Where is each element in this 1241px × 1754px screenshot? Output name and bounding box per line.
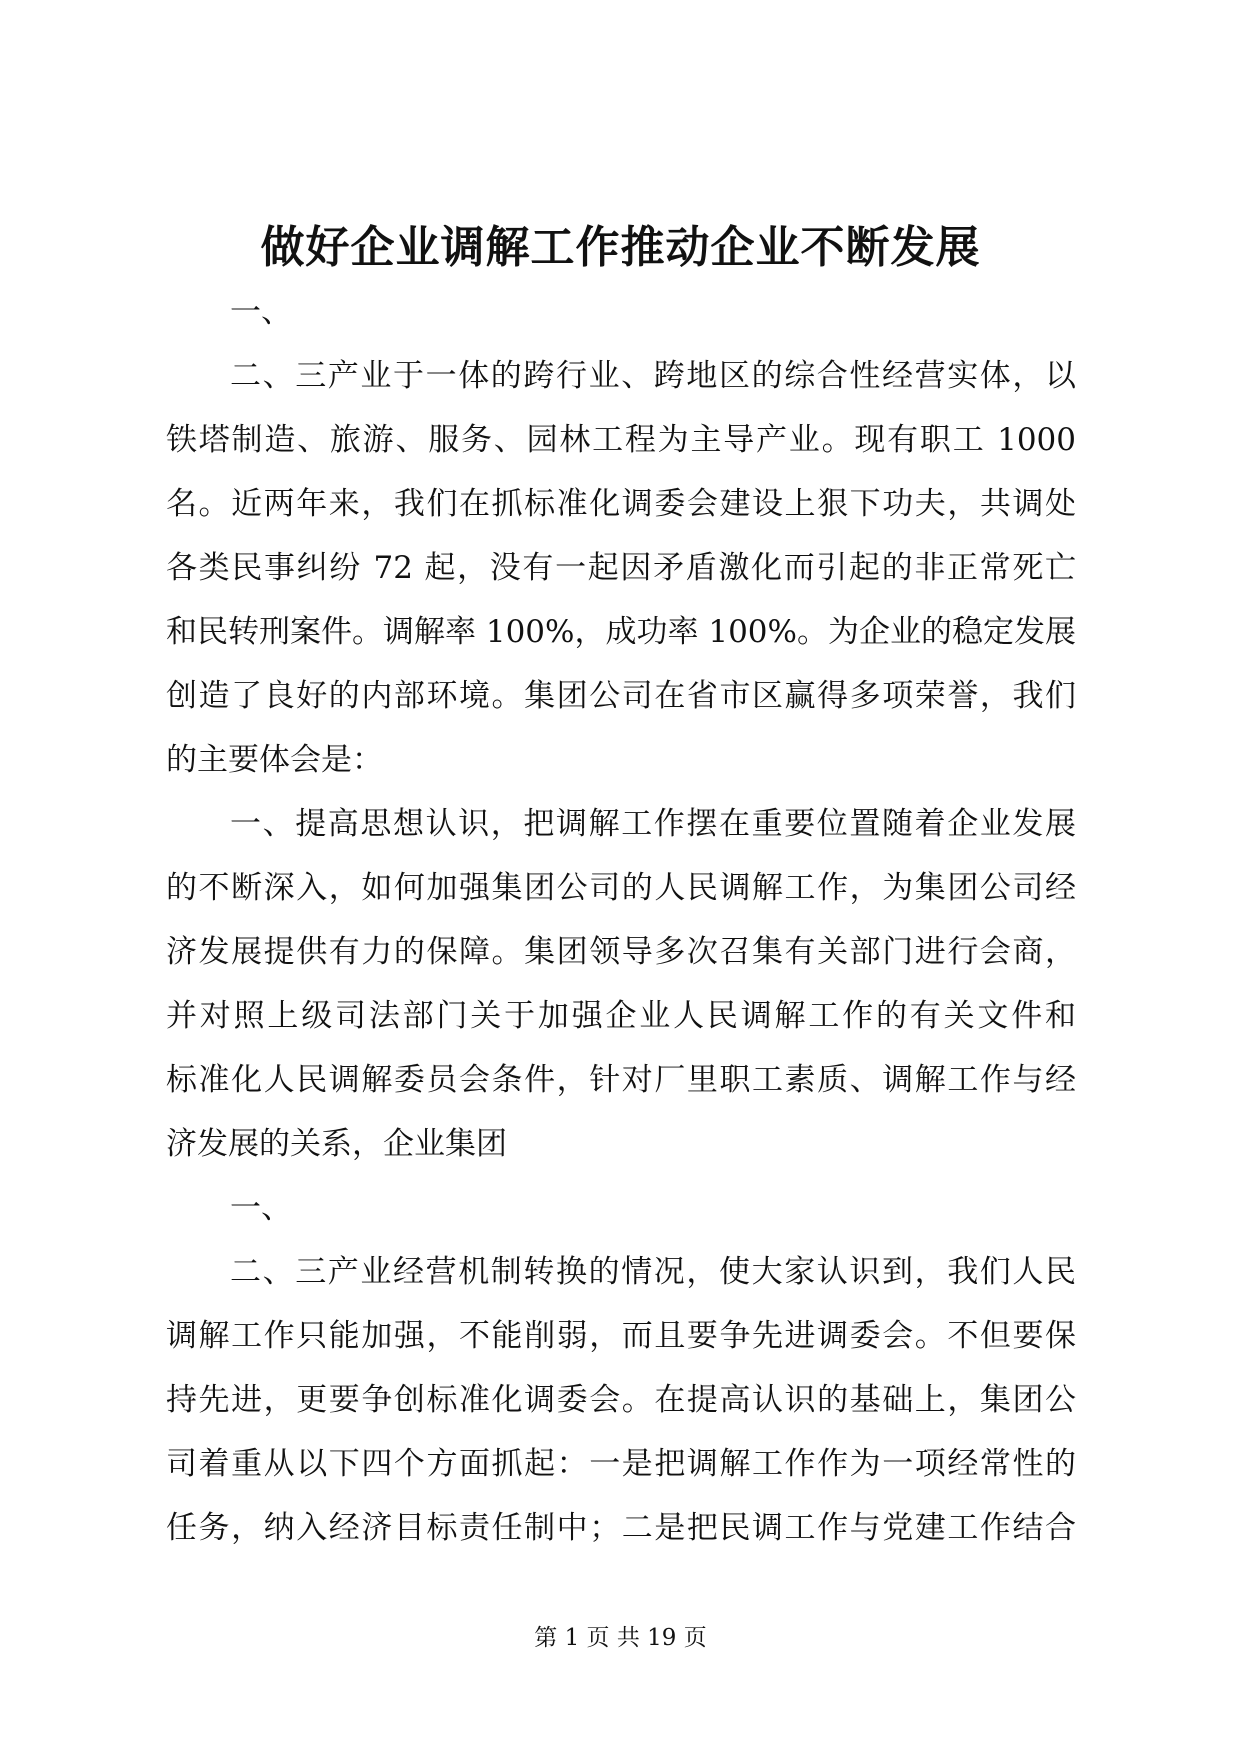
body-text-line: 持先进，更要争创标准化调委会。在提高认识的基础上，集团公: [166, 1382, 1076, 1418]
body-text-line: 一、: [230, 294, 292, 330]
body-text-line: 任务，纳入经济目标责任制中；二是把民调工作与党建工作结合: [166, 1510, 1076, 1546]
document-title: 做好企业调解工作推动企业不断发展: [260, 222, 981, 273]
body-text-line: 二、三产业经营机制转换的情况，使大家认识到，我们人民: [230, 1254, 1076, 1290]
body-text-line: 标准化人民调解委员会条件，针对厂里职工素质、调解工作与经: [166, 1062, 1076, 1098]
body-text-line: 和民转刑案件。调解率 100%，成功率 100%。为企业的稳定发展: [166, 614, 1076, 650]
body-text-line: 铁塔制造、旅游、服务、园林工程为主导产业。现有职工 1000: [166, 422, 1076, 458]
body-text-line: 济发展提供有力的保障。集团领导多次召集有关部门进行会商，: [166, 934, 1076, 970]
document-body: [166, 280, 1076, 1560]
body-text-line: 的主要体会是：: [166, 742, 383, 778]
body-text-line: 名。近两年来，我们在抓标准化调委会建设上狠下功夫，共调处: [166, 486, 1076, 522]
body-text-line: 一、: [230, 1190, 292, 1226]
body-text-line: 济发展的关系，企业集团: [166, 1126, 507, 1162]
body-text-line: 二、三产业于一体的跨行业、跨地区的综合性经营实体，以: [230, 358, 1076, 394]
body-text-line: 创造了良好的内部环境。集团公司在省市区赢得多项荣誉，我们: [166, 678, 1076, 714]
body-text-line: 司着重从以下四个方面抓起：一是把调解工作作为一项经常性的: [166, 1446, 1076, 1482]
body-text-line: 并对照上级司法部门关于加强企业人民调解工作的有关文件和: [166, 998, 1076, 1034]
body-text-line: 的不断深入，如何加强集团公司的人民调解工作，为集团公司经: [166, 870, 1076, 906]
body-text-line: 一、提高思想认识，把调解工作摆在重要位置随着企业发展: [230, 806, 1076, 842]
body-text-line: 调解工作只能加强，不能削弱，而且要争先进调委会。不但要保: [166, 1318, 1076, 1354]
page-footer: 第 1 页 共 19 页: [534, 1625, 707, 1651]
body-text-line: 各类民事纠纷 72 起，没有一起因矛盾激化而引起的非正常死亡: [166, 550, 1076, 586]
